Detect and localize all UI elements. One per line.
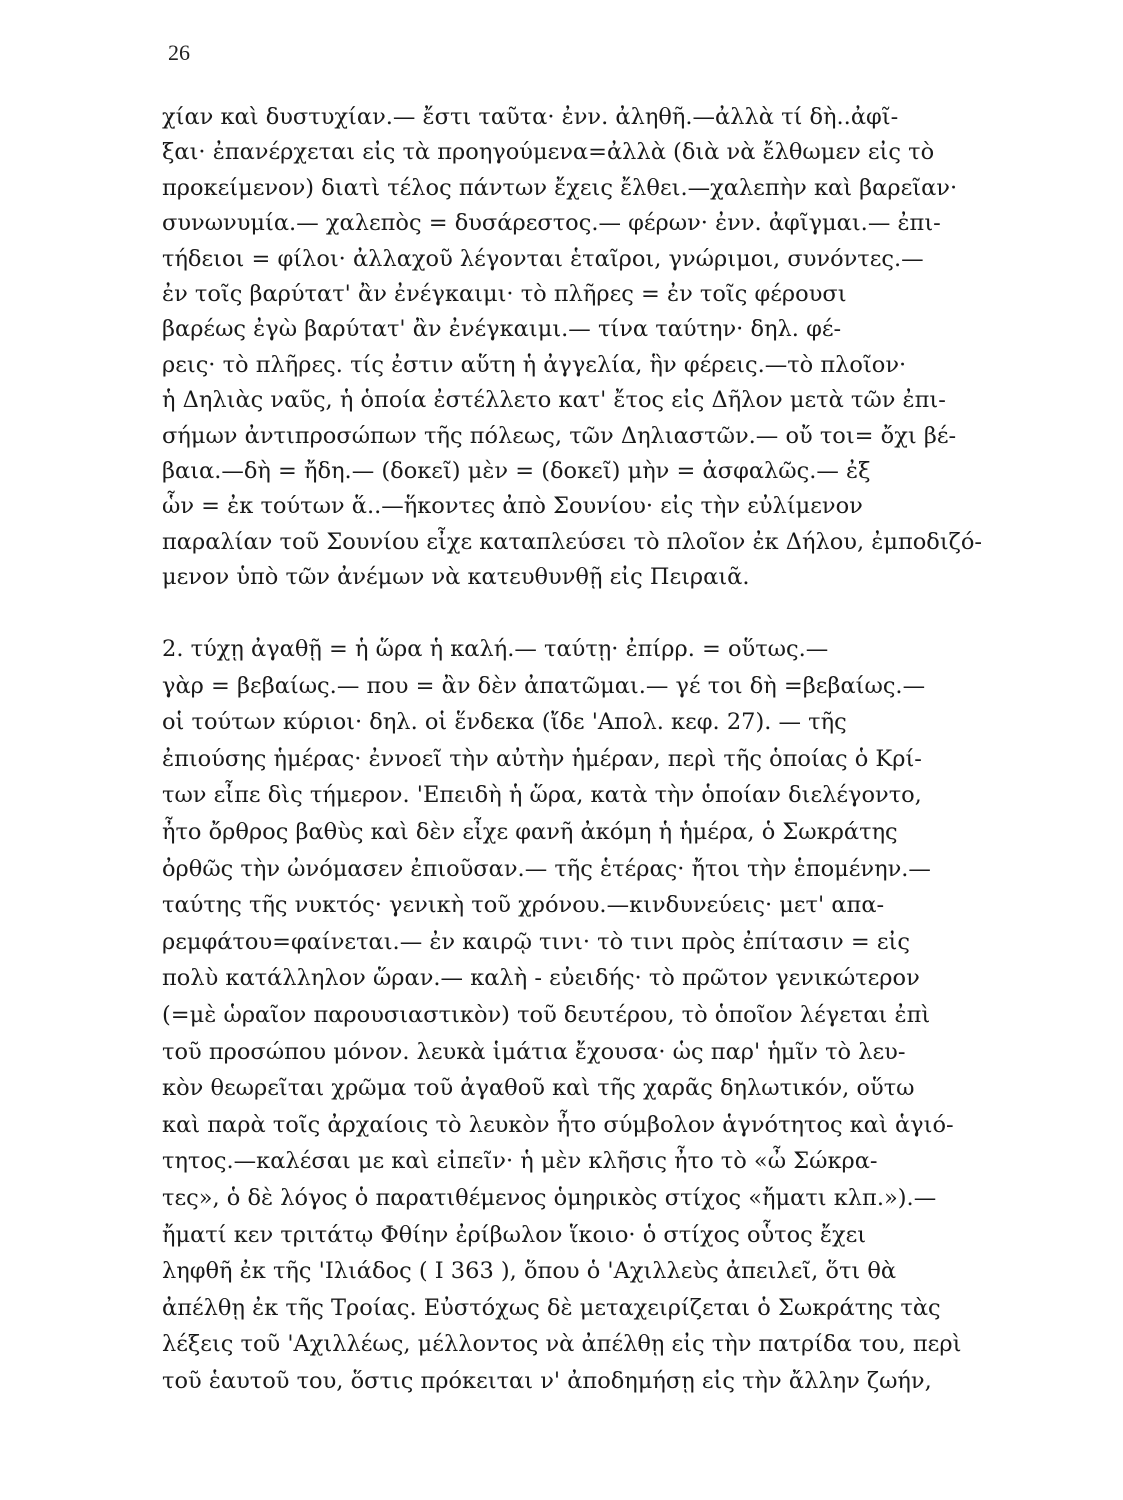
page-number: 26	[168, 40, 190, 65]
commentary-paragraph-1	[162, 100, 1082, 595]
text-line: οἱ τούτων κύριοι· δηλ. οἱ ἕνδεκα (ἴδε 'Απολ. κεφ. 27). — τῆς	[162, 709, 847, 736]
text-line: ταύτης τῆς νυκτός· γενικὴ τοῦ χρόνου.—κινδυνεύεις· μετ' απα-	[162, 892, 885, 919]
text-line: βαρέως ἐγὼ βαρύτατ' ἂν ἐνέγκαιμι.— τίνα ταύτην· δηλ. φέ-	[162, 316, 842, 343]
text-line: τητος.—καλέσαι με καὶ εἰπεῖν· ἡ μὲν κλῆσις ἦτο τὸ «ὦ Σώκρα-	[162, 1148, 878, 1175]
text-line: λέξεις τοῦ 'Αχιλλέως, μέλλοντος νὰ ἀπέλθῃ εἰς τὴν πατρίδα του, περὶ	[162, 1331, 962, 1358]
text-line: ἤματί κεν τριτάτῳ Φθίην ἐρίβωλον ἵκοιο· ὁ στίχος οὗτος ἔχει	[162, 1221, 867, 1248]
text-line: ληφθῆ ἐκ τῆς 'Ιλιάδος ( Ι 363 ), ὅπου ὁ 'Αχιλλεὺς ἀπειλεῖ, ὅτι θὰ	[162, 1258, 897, 1285]
text-line: σήμων ἀντιπροσώπων τῆς πόλεως, τῶν Δηλιαστῶν.— οὔ τοι= ὄχι βέ-	[162, 422, 957, 449]
text-line: 2. τύχῃ ἀγαθῇ = ἡ ὥρα ἡ καλή.— ταύτῃ· ἐπίρρ. = οὕτως.—	[162, 636, 829, 662]
text-line: προκείμενον) διατὶ τέλος πάντων ἔχεις ἔλθει.—χαλεπὴν καὶ βαρεῖαν·	[162, 174, 958, 201]
text-line: ὧν = ἐκ τούτων ἅ..—ἥκοντες ἀπὸ Σουνίου· εἰς τὴν εὐλίμενον	[162, 493, 863, 520]
text-line: ἦτο ὄρθρος βαθὺς καὶ δὲν εἶχε φανῆ ἀκόμη ἡ ἡμέρα, ὁ Σωκράτης	[162, 818, 898, 845]
text-line: τήδειοι = φίλοι· ἀλλαχοῦ λέγονται ἑταῖροι, γνώριμοι, συνόντες.—	[162, 245, 924, 272]
text-line: τοῦ ἑαυτοῦ του, ὅστις πρόκειται ν' ἀποδημήσῃ εἰς τὴν ἄλλην ζωήν,	[162, 1367, 932, 1394]
text-line: συνωνυμία.— χαλεπὸς = δυσάρεστος.— φέρων· ἐνν. ἀφῖγμαι.— ἐπι-	[162, 210, 941, 237]
text-line: βαια.—δὴ = ἤδη.— (δοκεῖ) μὲν = (δοκεῖ) μὴν = ἀσφαλῶς.— ἐξ	[162, 457, 871, 484]
text-line: καὶ παρὰ τοῖς ἀρχαίοις τὸ λευκὸν ἦτο σύμβολον ἁγνότητος καὶ ἁγιό-	[162, 1111, 954, 1138]
text-line: τες», ὁ δὲ λόγος ὁ παρατιθέμενος ὁμηρικὸς στίχος «ἤματι κλπ.»).—	[162, 1184, 937, 1211]
text-line: χίαν καὶ δυστυχίαν.— ἔστι ταῦτα· ἐνν. ἀληθῆ.—ἀλλὰ τί δὴ..ἀφῖ-	[162, 104, 899, 130]
text-line: πολὺ κατάλληλον ὥραν.— καλὴ - εὐειδής· τὸ πρῶτον γενικώτερον	[162, 965, 920, 992]
text-line: ἀπέλθῃ ἐκ τῆς Τροίας. Εὐστόχως δὲ μεταχειρίζεται ὁ Σωκράτης τὰς	[162, 1294, 941, 1321]
text-line: ὀρθῶς τὴν ὠνόμασεν ἐπιοῦσαν.— τῆς ἑτέρας· ἤτοι τὴν ἑπομένην.—	[162, 855, 931, 882]
text-line: (=μὲ ὡραῖον παρουσιαστικὸν) τοῦ δευτέρου, τὸ ὁποῖον λέγεται ἐπὶ	[162, 1001, 931, 1028]
text-line: ξαι· ἐπανέρχεται εἰς τὰ προηγούμενα=ἀλλὰ (διὰ νὰ ἔλθωμεν εἰς τὸ	[162, 139, 935, 166]
commentary-paragraph-2	[162, 631, 1082, 1399]
text-line: παραλίαν τοῦ Σουνίου εἶχε καταπλεύσει τὸ πλοῖον ἐκ Δήλου, ἐμποδιζό-	[162, 528, 983, 555]
text-line: ἐπιούσης ἡμέρας· ἐννοεῖ τὴν αὐτὴν ἡμέραν, περὶ τῆς ὁποίας ὁ Κρί-	[162, 745, 922, 772]
text-line: ἡ Δηλιὰς ναῦς, ἡ ὁποία ἐστέλλετο κατ' ἔτος εἰς Δῆλον μετὰ τῶν ἐπι-	[162, 387, 946, 414]
text-line: ρεις· τὸ πλῆρες. τίς ἐστιν αὕτη ἡ ἀγγελία, ἣν φέρεις.—τὸ πλοῖον·	[162, 351, 907, 378]
text-line: ρεμφάτου=φαίνεται.— ἐν καιρῷ τινι· τὸ τινι πρὸς ἐπίτασιν = εἰς	[162, 928, 910, 955]
text-line: κὸν θεωρεῖται χρῶμα τοῦ ἀγαθοῦ καὶ τῆς χαρᾶς δηλωτικόν, οὕτω	[162, 1075, 915, 1102]
text-line: των εἶπε δὶς τήμερον. 'Επειδὴ ἡ ὥρα, κατὰ τὴν ὁποίαν διελέγοντο,	[162, 782, 922, 809]
text-line: ἐν τοῖς βαρύτατ' ἂν ἐνέγκαιμι· τὸ πλῆρες = ἐν τοῖς φέρουσι	[162, 280, 847, 307]
text-line: τοῦ προσώπου μόνον. λευκὰ ἱμάτια ἔχουσα· ὡς παρ' ἡμῖν τὸ λευ-	[162, 1038, 906, 1065]
text-line: γὰρ = βεβαίως.— που = ἂν δὲν ἀπατῶμαι.— γέ τοι δὴ =βεβαίως.—	[162, 672, 926, 699]
text-line: μενον ὑπὸ τῶν ἀνέμων νὰ κατευθυνθῇ εἰς Πειραιᾶ.	[162, 564, 750, 591]
